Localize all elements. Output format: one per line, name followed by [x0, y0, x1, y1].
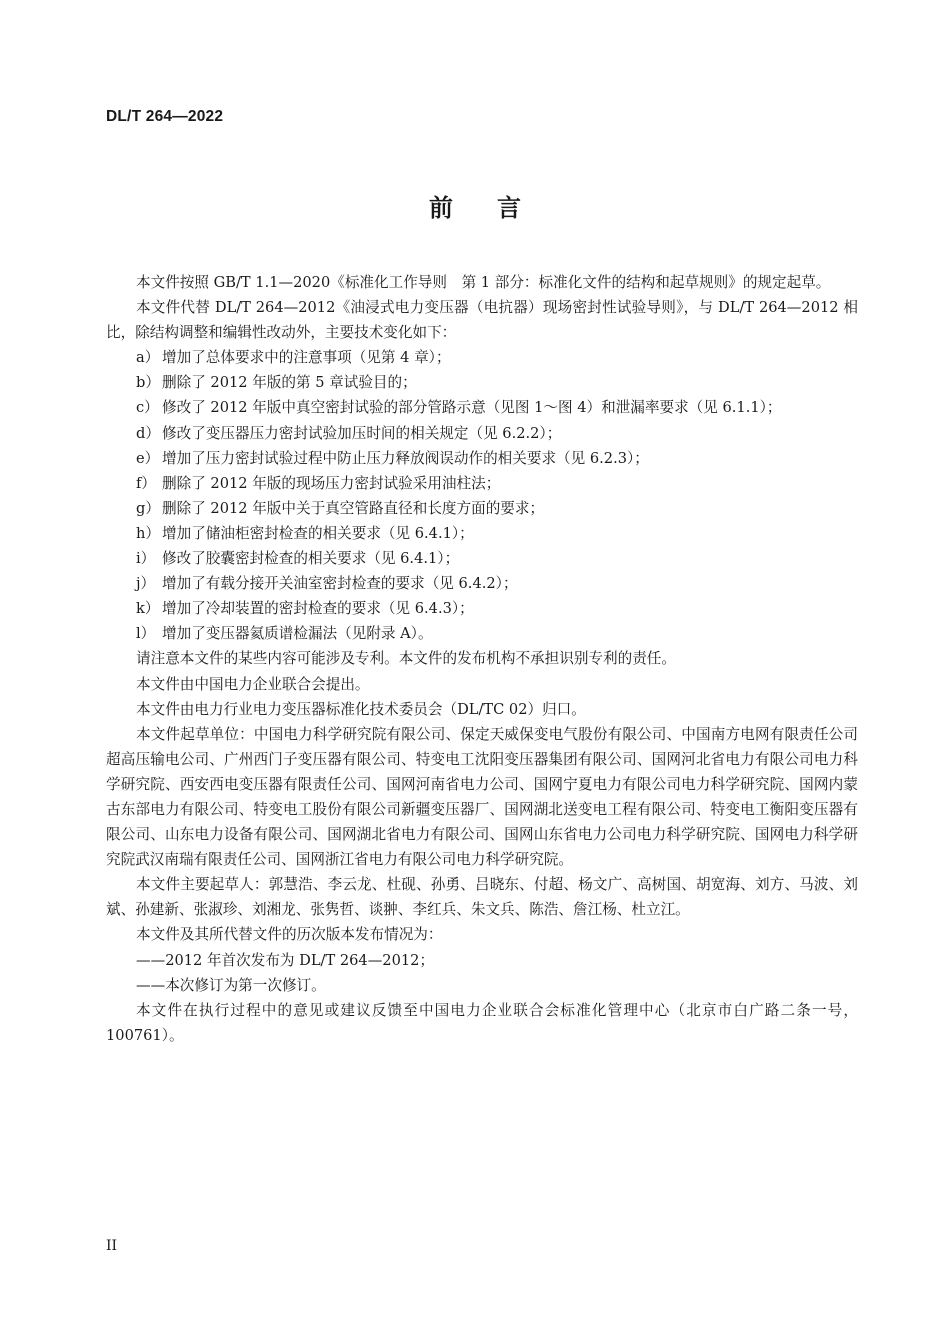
- history-item: ——2012 年首次发布为 DL/T 264—2012；: [136, 951, 435, 969]
- changes-list: [106, 345, 858, 646]
- list-item: [106, 345, 858, 370]
- list-item: [106, 496, 858, 521]
- list-item: [106, 370, 858, 395]
- list-item-text: 修改了 2012 年版中真空密封试验的部分管路示意（见图 1～图 4）和泄漏率要求（见 6.1.1）；: [162, 399, 782, 417]
- page-title: 前言: [429, 194, 565, 222]
- list-item-text: 修改了变压器压力密封试验加压时间的相关规定（见 6.2.2）；: [162, 424, 562, 442]
- list-marker: e）: [136, 449, 160, 467]
- list-marker: a）: [136, 349, 160, 367]
- paragraph-drafting-organizations: 本文件起草单位：中国电力科学研究院有限公司、保定天威保变电气股份有限公司、中国南方电网有限责任公司超高压输电公司、广州西门子变压器有限公司、特变电工沈阳变压器集团有限公司、国网河北省电力有限公司电力科学研究院、西安西电变压器有限责任公司、国网河南省电力公司、国网宁夏电力有限公司电力科学研究院、国网内蒙古东部电力有限公司、特变电工股份有限公司新疆变压器厂、国网湖北送变电工程有限公司、特变电工衡阳变压器有限公司、山东电力设备有限公司、国网湖北省电力有限公司、国网山东省电力公司电力科学研究院、国网电力科学研究院武汉南瑞有限责任公司、国网浙江省电力有限公司电力科学研究院。: [106, 725, 858, 869]
- document-code: DL/T 264—2022: [106, 108, 224, 125]
- paragraph-patent-notice: 请注意本文件的某些内容可能涉及专利。本文件的发布机构不承担识别专利的责任。: [136, 650, 676, 668]
- list-item-text: 增加了变压器氦质谱检漏法（见附录 A）。: [162, 625, 433, 643]
- list-marker: k）: [136, 600, 160, 618]
- list-item: [106, 471, 858, 496]
- list-marker: c）: [136, 399, 159, 417]
- list-item-text: 增加了总体要求中的注意事项（见第 4 章）；: [162, 349, 451, 367]
- paragraph-drafting-rules: 本文件按照 GB/T 1.1—2020《标准化工作导则 第 1 部分：标准化文件的结构和起草规则》的规定起草。: [136, 274, 831, 291]
- list-item: [106, 395, 858, 420]
- list-item-text: 删除了 2012 年版的现场压力密封试验采用油柱法；: [162, 474, 501, 492]
- list-item: [106, 571, 858, 596]
- list-marker: j）: [136, 575, 156, 593]
- list-item: [106, 621, 858, 646]
- list-marker: i）: [136, 550, 156, 568]
- list-item-text: 增加了冷却装置的密封检查的要求（见 6.4.3）；: [162, 600, 474, 618]
- list-item: [106, 521, 858, 546]
- paragraph-version-history: 本文件及其所代替文件的历次版本发布情况为：: [136, 926, 443, 944]
- list-marker: l）: [136, 625, 156, 643]
- list-marker: g）: [136, 499, 160, 517]
- list-marker: h）: [136, 524, 160, 542]
- paragraph-replaces: 本文件代替 DL/T 264—2012《油浸式电力变压器（电抗器）现场密封性试验导则》，与 DL/T 264—2012 相比，除结构调整和编辑性改动外，主要技术变化如下：: [106, 299, 858, 342]
- list-item-text: 修改了胶囊密封检查的相关要求（见 6.4.1）；: [162, 550, 460, 568]
- history-item: ——本次修订为第一次修订。: [136, 976, 326, 994]
- page-number: II: [106, 1238, 118, 1254]
- list-item-text: 删除了 2012 年版的第 5 章试验目的；: [162, 374, 417, 392]
- list-item-text: 增加了有载分接开关油室密封检查的要求（见 6.4.2）；: [162, 575, 518, 593]
- preface-body: [106, 270, 858, 1048]
- list-item-text: 删除了 2012 年版中关于真空管路直径和长度方面的要求；: [162, 499, 545, 517]
- list-item-text: 增加了压力密封试验过程中防止压力释放阀误动作的相关要求（见 6.2.3）；: [162, 449, 649, 467]
- paragraph-proposed-by: 本文件由中国电力企业联合会提出。: [136, 675, 370, 693]
- list-item: [106, 421, 858, 446]
- paragraph-drafters: 本文件主要起草人：郭慧浩、李云龙、杜砚、孙勇、吕晓东、付超、杨文广、高树国、胡宽海、刘方、马波、刘斌、孙建新、张淑珍、刘湘龙、张隽哲、谈翀、李红兵、朱文兵、陈浩、詹江杨、杜立江。: [106, 876, 858, 919]
- list-item: [106, 446, 858, 471]
- list-item: [106, 596, 858, 621]
- list-item-text: 增加了储油柜密封检查的相关要求（见 6.4.1）；: [162, 524, 474, 542]
- list-marker: b）: [136, 374, 160, 392]
- paragraph-centralized-by: 本文件由电力行业电力变压器标准化技术委员会（DL/TC 02）归口。: [136, 700, 586, 718]
- list-item: [106, 546, 858, 571]
- list-marker: f）: [136, 474, 156, 492]
- paragraph-feedback: 本文件在执行过程中的意见或建议反馈至中国电力企业联合会标准化管理中心（北京市白广路二条一号，100761）。: [106, 1001, 858, 1044]
- list-marker: d）: [136, 424, 160, 442]
